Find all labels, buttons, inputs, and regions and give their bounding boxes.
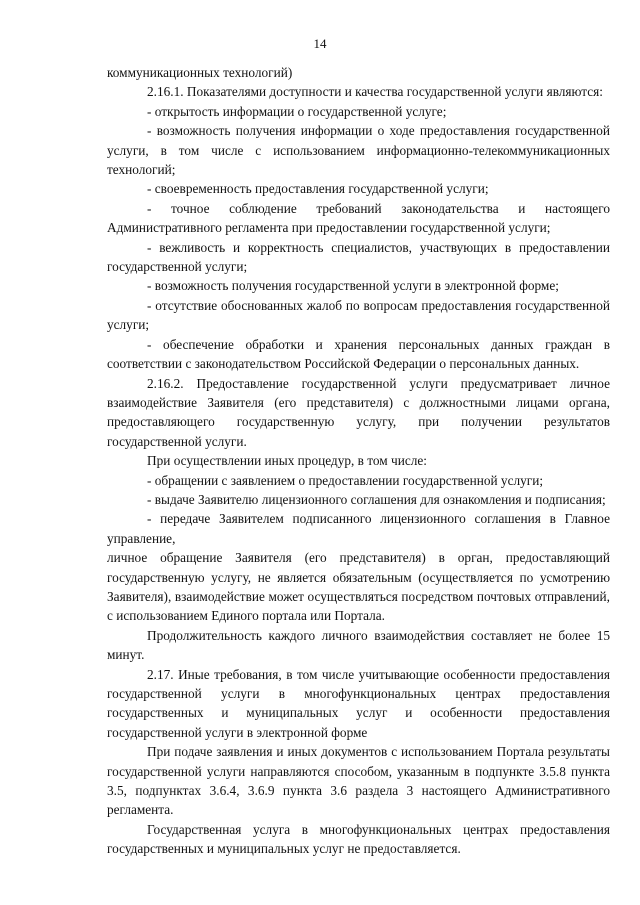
paragraph: 2.16.2. Предоставление государственной услуги предусматривает личное взаимодействие Заявителя (его представителя) с должностными лицами органа, предоставляющего государственную услугу, при получении результатов государственной услуги.: [107, 375, 610, 449]
list-item: - вежливость и корректность специалистов, участвующих в предоставлении государственной услуги;: [107, 239, 610, 275]
paragraph: При подаче заявления и иных документов с использованием Портала результаты государственной услуги направляются способом, указанным в подпункте 3.5.8 пункта 3.5, подпунктах 3.6.4, 3.6.9 пункта 3.6 раздела 3 настоящего Административного регламента.: [107, 744, 610, 818]
paragraph: При осуществлении иных процедур, в том числе:: [147, 453, 427, 469]
paragraph: Государственная услуга в многофункциональных центрах предоставления государственных и муниципальных услуг не предоставляется.: [107, 821, 610, 857]
list-item: - точное соблюдение требований законодательства и настоящего Административного регламента при предоставлении государственной услуги;: [107, 200, 610, 236]
paragraph: 2.16.1. Показателями доступности и качества государственной услуги являются:: [147, 84, 603, 100]
list-item: - обеспечение обработки и хранения персональных данных граждан в соответствии с законодательством Российской Федерации о персональных данных.: [107, 336, 610, 372]
list-item: - обращении с заявлением о предоставлении государственной услуги;: [147, 472, 544, 488]
list-item: - открытость информации о государственной услуге;: [147, 103, 447, 119]
list-item: - возможность получения информации о ходе предоставления государственной услуги, в том числе с использованием информационно-телекоммуникационных технологий;: [107, 123, 610, 178]
paragraph: Продолжительность каждого личного взаимодействия составляет не более 15 минут.: [107, 627, 610, 663]
page-number: 14: [313, 36, 327, 51]
paragraph: коммуникационных технологий): [107, 65, 293, 80]
paragraph: 2.17. Иные требования, в том числе учитывающие особенности предоставления государственной услуги в многофункциональных центрах предоставления государственных и муниципальных услуг и особенности предоставления государственной услуги в электронной форме: [107, 666, 610, 740]
list-item: - отсутствие обоснованных жалоб по вопросам предоставления государственной услуги;: [107, 297, 610, 333]
list-item: - возможность получения государственной услуги в электронной форме;: [147, 278, 559, 294]
document-body: [107, 63, 610, 859]
paragraph: личное обращение Заявителя (его представителя) в орган, предоставляющий государственную услугу, не является обязательным (осуществляется по усмотрению Заявителя), взаимодействие может осуществляться посредством почтовых отправлений, с использованием Единого портала или Портала.: [107, 550, 610, 624]
list-item: - выдаче Заявителю лицензионного соглашения для ознакомления и подписания;: [147, 491, 606, 507]
list-item: - своевременность предоставления государственной услуги;: [147, 181, 489, 197]
list-item: - передаче Заявителем подписанного лицензионного соглашения в Главное управление,: [107, 511, 610, 546]
